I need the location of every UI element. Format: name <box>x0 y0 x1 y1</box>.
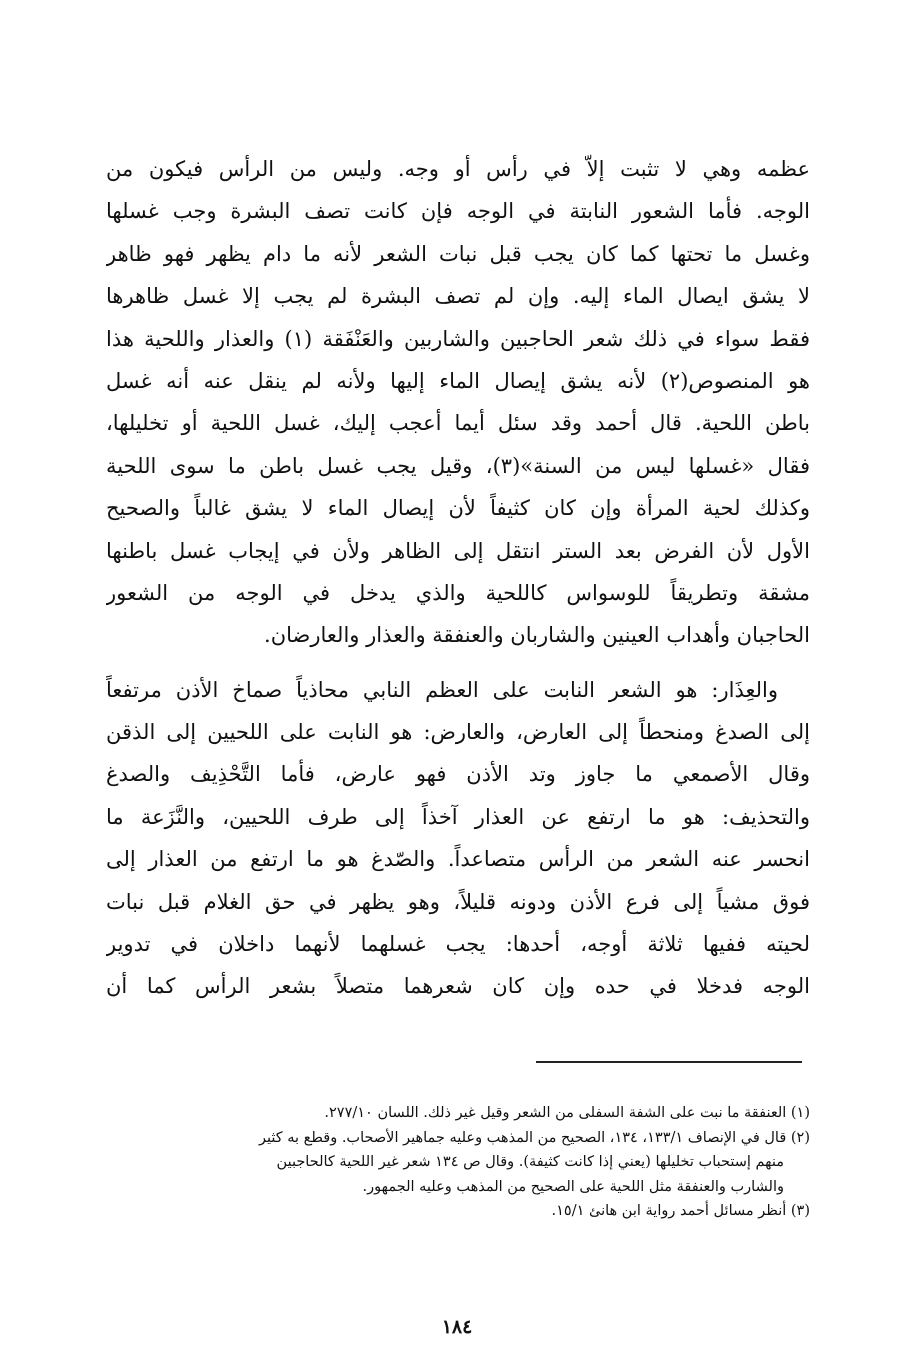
text-line: الحاجبان وأهداب العينين والشاربان والعنفقة والعذار والعارضان. <box>264 623 810 648</box>
footnote-line: (٢) قال في الإنصاف ١٣٣/١، ١٣٤، الصحيح من المذهب وعليه جماهير الأصحاب. وقطع به كثير <box>258 1129 810 1146</box>
text-line: إلى الصدغ ومنحطاً إلى العارض، والعارض: هو النابت على اللحيين إلى الذقن <box>106 720 810 745</box>
text-line: وقال الأصمعي ما جاوز وتد الأذن فهو عارض، فأما التَّحْذِيف والصدغ <box>106 762 810 787</box>
text-line: فوق مشياً إلى فرع الأذن ودونه قليلاً، وهو يظهر في حق الغلام قبل نبات <box>106 889 810 914</box>
paragraph-gap <box>106 657 810 669</box>
text-line: لا يشق ايصال الماء إليه. وإن لم تصف البشرة لم يجب إلا غسل ظاهرها <box>106 284 810 309</box>
text-line: الوجه. فأما الشعور النابتة في الوجه فإن كانت تصف البشرة وجب غسلها <box>106 199 810 224</box>
text-line: فقط سواء في ذلك شعر الحاجبين والشاربين والعَنْفَقة (١) والعذار واللحية هذا <box>106 326 810 351</box>
text-line: مشقة وتطريقاً للوسواس كاللحية والذي يدخل في الوجه من الشعور <box>106 580 810 605</box>
footnote-line: (٣) أنظر مسائل أحمد رواية ابن هانئ ١٥/١. <box>551 1203 810 1219</box>
text-line: فقال «غسلها ليس من السنة»(٣)، وقيل يجب غسل باطن ما سوى اللحية <box>106 453 810 478</box>
text-line: وكذلك لحية المرأة وإن كان كثيفاً لأن إيصال الماء لا يشق غالباً والصحيح <box>106 496 810 521</box>
text-line: والعِذَار: هو الشعر النابت على العظم النابي محاذياً صماخ الأذن مرتفعاً <box>106 677 778 702</box>
text-line: وغسل ما تحتها كما كان يجب قبل نبات الشعر لأنه ما دام يظهر فهو ظاهر <box>106 241 810 266</box>
text-line: لحيته ففيها ثلاثة أوجه، أحدها: يجب غسلهما لأنهما داخلان في تدوير <box>106 932 810 957</box>
page-number: ١٨٤ <box>441 1316 473 1338</box>
text-line: انحسر عنه الشعر من الرأس متصاعداً. والصّدغ هو ما ارتفع من العذار إلى <box>106 847 810 872</box>
text-line: باطن اللحية. قال أحمد وقد سئل أيما أعجب إليك، غسل اللحية أو تخليلها، <box>106 411 810 436</box>
main-text <box>106 148 810 1008</box>
footnote-line: (١) العنفقة ما نبت على الشفة السفلى من الشعر وقيل غير ذلك. اللسان ٢٧٧/١٠. <box>324 1105 810 1121</box>
text-line: والتحذيف: هو ما ارتفع عن العذار آخذاً إلى طرف اللحيين، والنَّزَعة ما <box>106 804 810 829</box>
text-line: عظمه وهي لا تثبت إلاّ في رأس أو وجه. وليس من الرأس فيكون من <box>106 157 810 181</box>
text-line: هو المنصوص(٢) لأنه يشق إيصال الماء إليها ولأنه لم ينقل عنه أنه غسل <box>106 368 810 393</box>
footnote-line: والشارب والعنفقة مثل اللحية على الصحيح من المذهب وعليه الجمهور. <box>362 1178 784 1195</box>
text-line: الأول لأن الفرض بعد الستر انتقل إلى الظاهر ولأن في إيجاب غسل باطنها <box>106 538 810 563</box>
text-line: الوجه فدخلا في حده وإن كان شعرهما متصلاً بشعر الرأس كما أن <box>106 974 810 999</box>
footnote-line: منهم إستحباب تخليلها (يعني إذا كانت كثيفة). وقال ص ١٣٤ شعر غير اللحية كالحاجبين <box>276 1154 784 1170</box>
footnotes <box>106 1101 810 1224</box>
footnote-separator <box>536 1061 802 1063</box>
